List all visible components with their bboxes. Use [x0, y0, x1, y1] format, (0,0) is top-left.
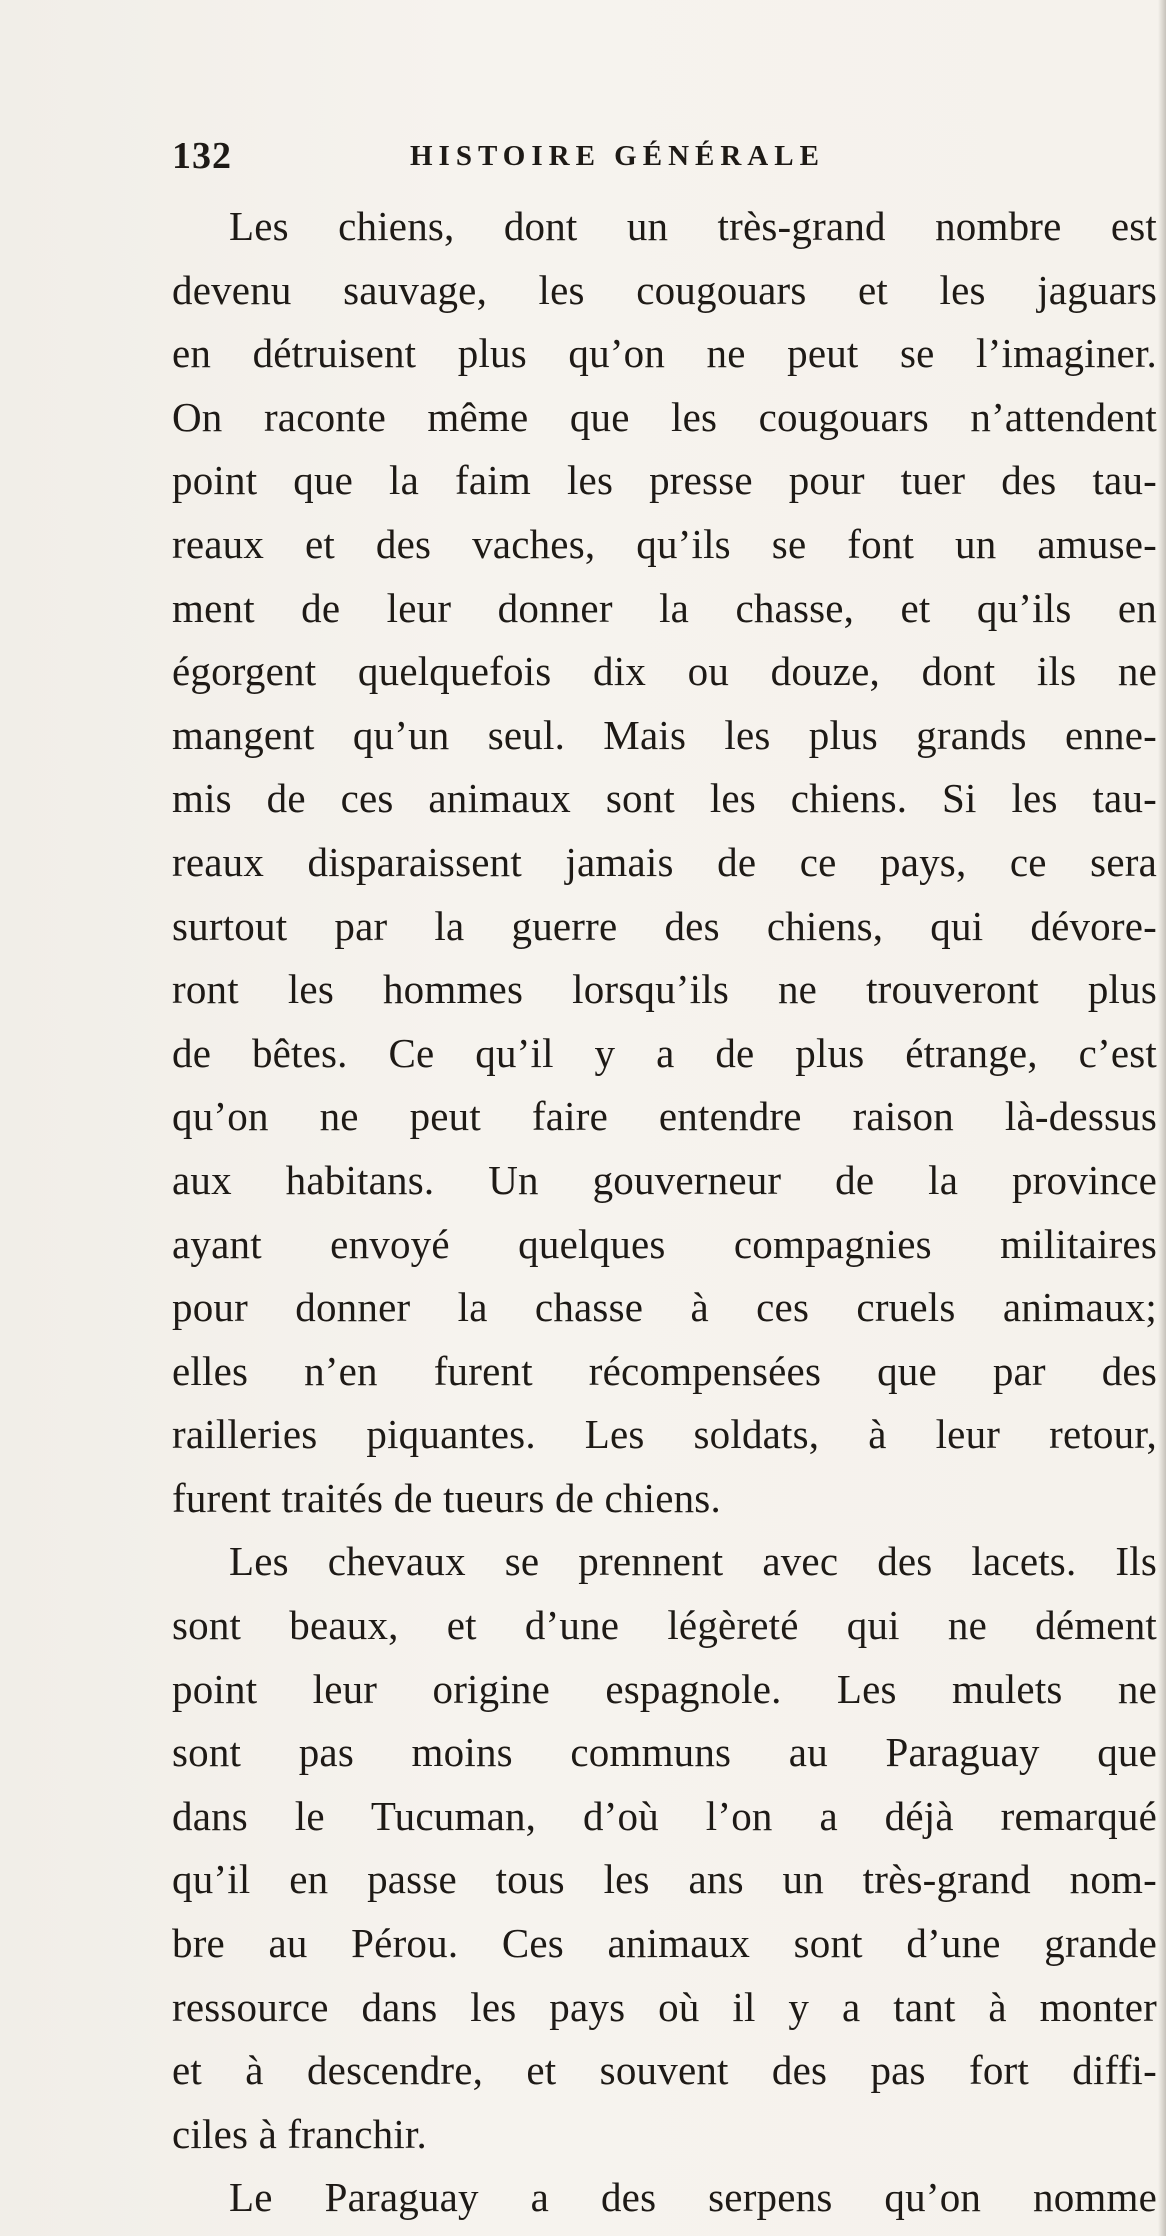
text-line: en détruisent plus qu’on ne peut se l’imaginer. [172, 330, 1157, 377]
text-line: de bêtes. Ce qu’il y a de plus étrange, c’est [172, 1029, 1157, 1076]
text-line: ressource dans les pays où il y a tant à monter [172, 1983, 1157, 2030]
text-line: sont beaux, et d’une légèreté qui ne dément [172, 1602, 1157, 1649]
text-line: point que la faim les presse pour tuer des tau- [172, 457, 1157, 504]
page-number: 132 [172, 135, 232, 177]
text-line: aux habitans. Un gouverneur de la province [172, 1156, 1157, 1203]
text-line: mangent qu’un seul. Mais les plus grands enne- [172, 711, 1157, 758]
text-line: ment de leur donner la chasse, et qu’ils en [172, 584, 1157, 631]
text-line: sont pas moins communs au Paraguay que [172, 1729, 1157, 1776]
text-line: ront les hommes lorsqu’ils ne trouveront plus [172, 966, 1157, 1013]
text-line: pour donner la chasse à ces cruels animaux; [172, 1284, 1157, 1331]
text-line: point leur origine espagnole. Les mulets ne [172, 1665, 1157, 1712]
text-line: reaux disparaissent jamais de ce pays, ce sera [172, 838, 1157, 885]
text-line: dans le Tucuman, d’où l’on a déjà remarqué [172, 1792, 1157, 1839]
text-line: reaux et des vaches, qu’ils se font un amuse- [172, 520, 1157, 567]
text-line: et à descendre, et souvent des pas fort diffi- [172, 2047, 1157, 2094]
text-line: elles n’en furent récompensées que par des [172, 1347, 1157, 1394]
text-line: qu’il en passe tous les ans un très-grand nom- [172, 1856, 1157, 1903]
text-line: surtout par la guerre des chiens, qui dévore- [172, 902, 1157, 949]
page-edge-shadow [1158, 0, 1166, 2236]
text-line: Les chiens, dont un très-grand nombre est [229, 203, 1157, 249]
text-line: devenu sauvage, les cougouars et les jaguars [172, 266, 1157, 313]
text-line: Le Paraguay a des serpens qu’on nomme [229, 2174, 1157, 2221]
text-line: ciles à franchir. [172, 2110, 427, 2157]
running-title: HISTOIRE GÉNÉRALE [410, 140, 825, 172]
text-line: On raconte même que les cougouars n’attendent [172, 393, 1157, 440]
body-text [172, 195, 1157, 2230]
text-line: qu’on ne peut faire entendre raison là-dessus [172, 1093, 1157, 1140]
text-line: égorgent quelquefois dix ou douze, dont ils ne [172, 648, 1157, 695]
text-line: mis de ces animaux sont les chiens. Si les tau- [172, 775, 1157, 822]
text-line: Les chevaux se prennent avec des lacets. Ils [229, 1538, 1157, 1585]
text-line: railleries piquantes. Les soldats, à leur retour, [172, 1411, 1157, 1458]
text-line: bre au Pérou. Ces animaux sont d’une grande [172, 1920, 1157, 1967]
page-header [172, 134, 962, 178]
text-line: ayant envoyé quelques compagnies militaires [172, 1220, 1157, 1267]
text-line: furent traités de tueurs de chiens. [172, 1474, 721, 1521]
